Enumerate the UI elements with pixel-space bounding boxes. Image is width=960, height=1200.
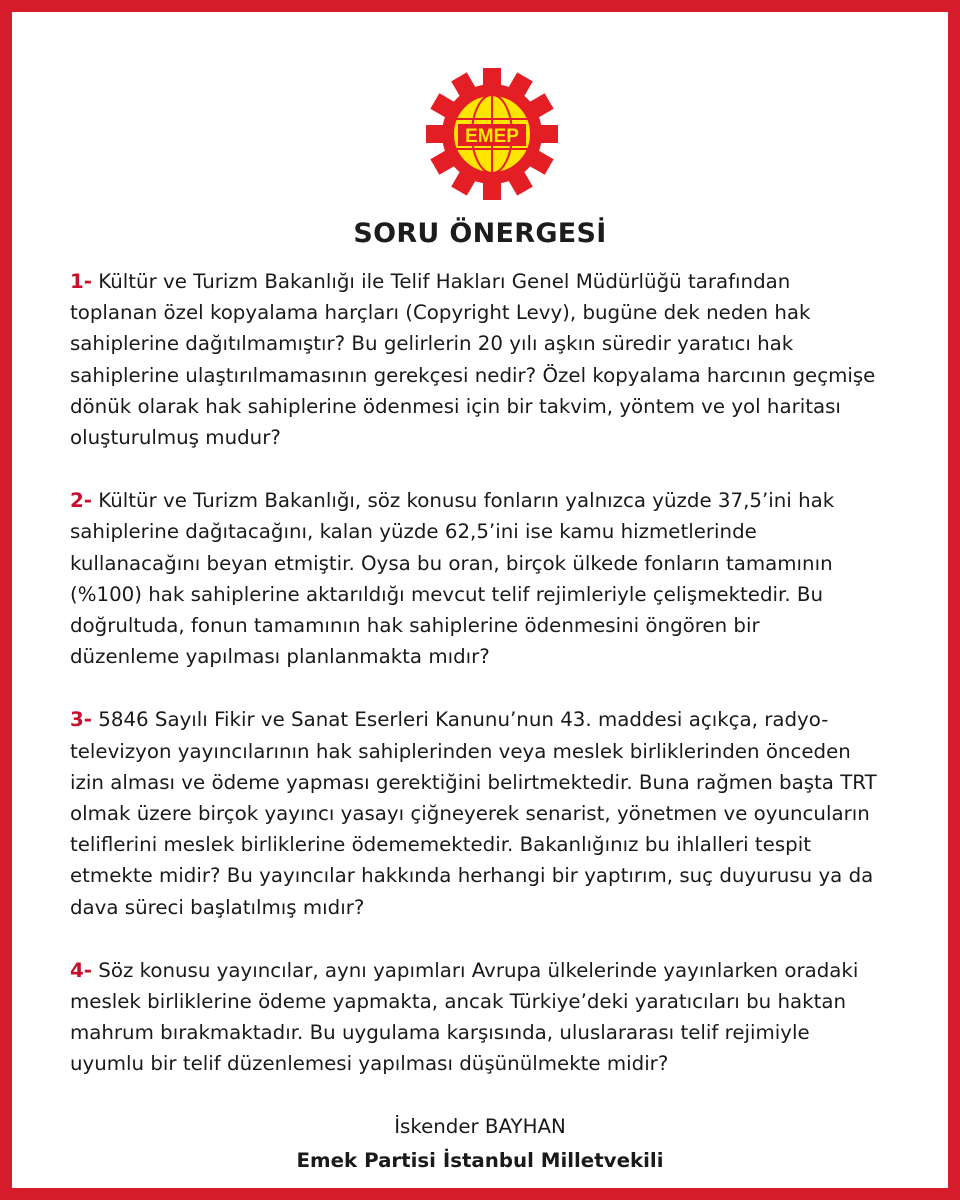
- question-number: 1-: [70, 270, 92, 293]
- question-number: 3-: [70, 708, 92, 732]
- question-line: sahiplerine dağıtacağını, kalan yüzde 62,5’ini ise kamu hizmetlerinde: [70, 520, 757, 544]
- question-line: olmak üzere birçok yayıncı yasayı çiğneyerek senarist, yönetmen ve oyuncuların: [70, 802, 870, 826]
- question-line: Kültür ve Turizm Bakanlığı, söz konusu fonların yalnızca yüzde 37,5’ini hak: [98, 489, 835, 513]
- question-number: 4-: [70, 958, 92, 982]
- question-line: toplanan özel kopyalama harçları (Copyright Levy), bugüne dek neden hak: [70, 301, 811, 325]
- document-page: [12, 12, 948, 1188]
- signer-position: Emek Partisi İstanbul Milletvekili: [296, 1149, 664, 1172]
- logo-text: EMEP: [465, 126, 519, 147]
- question-line: Söz konusu yayıncılar, aynı yapımları Avrupa ülkelerinde yayınlarken oradaki: [98, 958, 859, 982]
- question-line: dönük olarak hak sahiplerine ödenmesi için bir takvim, yöntem ve yol haritası: [70, 394, 841, 418]
- question-line: etmekte midir? Bu yayıncılar hakkında herhangi bir yaptırım, suç duyurusu ya da: [70, 864, 874, 888]
- question-1: [70, 266, 900, 453]
- question-4: [70, 955, 900, 1080]
- questions-body: [70, 266, 900, 1112]
- question-line: kullanacağını beyan etmiştir. Oysa bu oran, birçok ülkede fonların tamamının: [70, 551, 833, 575]
- signature-block: [12, 1110, 948, 1178]
- gear-globe-logo-icon: [422, 64, 562, 204]
- question-line: sahiplerine dağıtılmamıştır? Bu gelirlerin 20 yılı aşkın süredir yaratıcı hak: [70, 332, 794, 356]
- question-line: Kültür ve Turizm Bakanlığı ile Telif Hakları Genel Müdürlüğü tarafından: [98, 270, 791, 293]
- question-line: mahrum bırakmaktadır. Bu uygulama karşısında, uluslararası telif rejimiyle: [70, 1021, 810, 1045]
- question-line: uyumlu bir telif düzenlemesi yapılması düşünülmekte midir?: [70, 1052, 669, 1076]
- question-line: düzenleme yapılması planlanmakta mıdır?: [70, 645, 490, 669]
- emep-logo: [422, 64, 562, 204]
- question-line: 5846 Sayılı Fikir ve Sanat Eserleri Kanunu’nun 43. maddesi açıkça, radyo-: [98, 708, 829, 732]
- question-line: doğrultuda, fonun tamamının hak sahiplerine ödenmesini öngören bir: [70, 614, 760, 638]
- document-title: SORU ÖNERGESİ: [353, 218, 607, 249]
- question-line: dava süreci başlatılmış mıdır?: [70, 895, 365, 919]
- question-line: televizyon yayıncılarının hak sahiplerinden veya meslek birliklerinden önceden: [70, 739, 851, 763]
- question-number: 2-: [70, 489, 92, 513]
- question-3: [70, 704, 900, 922]
- question-2: [70, 485, 900, 672]
- signer-name: İskender BAYHAN: [394, 1115, 566, 1138]
- question-line: oluşturulmuş mudur?: [70, 426, 281, 450]
- question-line: izin alması ve ödeme yapması gerektiğini belirtmektedir. Buna rağmen başta TRT: [70, 770, 877, 794]
- question-line: (%100) hak sahiplerine aktarıldığı mevcut telif rejimleriyle çelişmektedir. Bu: [70, 582, 824, 606]
- question-line: sahiplerine ulaştırılmamasının gerekçesi nedir? Özel kopyalama harcının geçmişe: [70, 363, 876, 387]
- question-line: meslek birliklerine ödeme yapmakta, ancak Türkiye’deki yaratıcıları bu haktan: [70, 990, 846, 1014]
- question-line: teliflerini meslek birliklerine ödememektedir. Bakanlığınız bu ihlalleri tespit: [70, 833, 811, 857]
